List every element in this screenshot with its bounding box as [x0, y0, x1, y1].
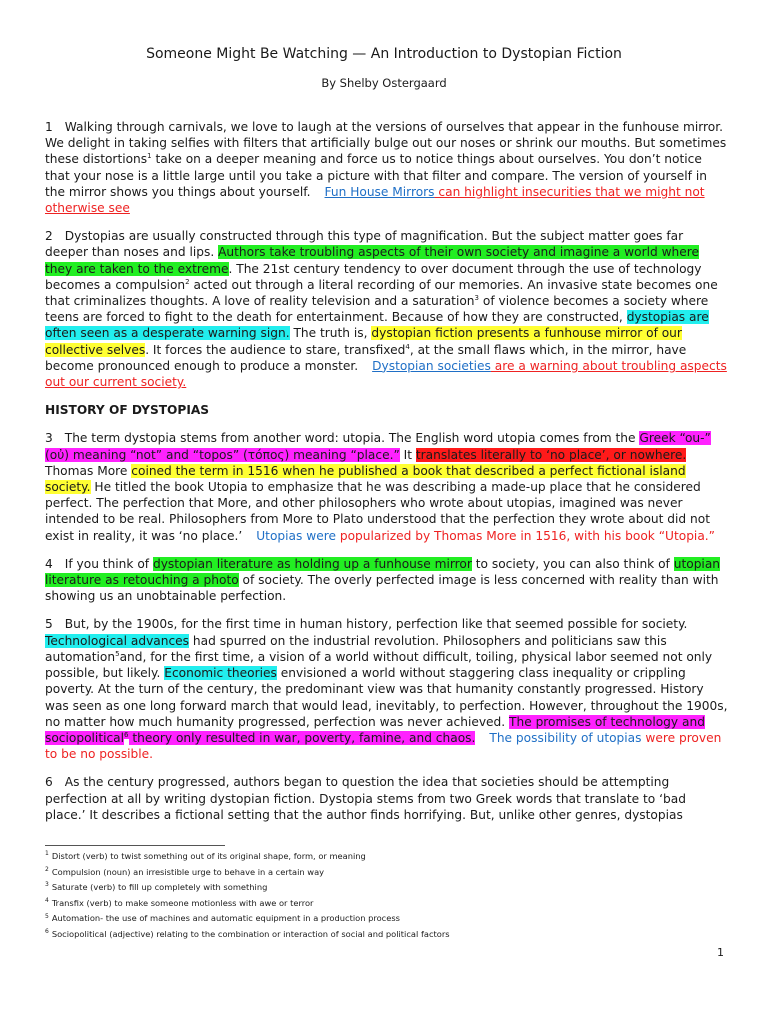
- highlight-magenta: Greek “ou-” (οὐ) meaning “not” and “topos” (τόπος) meaning “place.”: [45, 431, 711, 462]
- annotation-red: were proven to be no possible.: [45, 730, 722, 762]
- text-run: of violence becomes a society where teens are forced to fight to the death for entertainment. Because of how they are constructed,: [45, 294, 709, 325]
- footnote-3: [45, 880, 728, 896]
- footnote-number: 6: [45, 928, 49, 936]
- paragraph-3: [45, 430, 728, 543]
- text-run: As the century progressed, authors began to question the idea that societies should be attempting perfection at all by writing dystopian fiction. Dystopia stems from two Greek words that translate to ‘bad place.’ It describes a fictional setting that the author finds horrifying. But, unlike other genres, dystopias: [45, 775, 686, 822]
- paragraph-number: 2: [45, 229, 53, 244]
- footnote-6: [45, 927, 728, 943]
- text-run: . The 21st century tendency to over document through the use of technology becomes a compulsion: [45, 261, 702, 292]
- document-title: Someone Might Be Watching — An Introduction to Dystopian Fiction: [146, 46, 622, 62]
- highlight-green: dystopian literature as holding up a funhouse mirror: [152, 556, 472, 571]
- annotation-red: popularized by Thomas More in 1516, with his book “Utopia.”: [335, 528, 715, 543]
- text-run: had spurred on the industrial revolution. Philosophers and politicians saw this automation: [45, 633, 667, 664]
- annotation-red: are a warning about troubling aspects out our current society.: [45, 358, 727, 390]
- paragraph-number: 1: [45, 120, 53, 134]
- footnote-number: 1: [45, 850, 49, 858]
- document-body: [45, 119, 728, 835]
- text-run: and, for the first time, a vision of a world without difficult, toiling, physical labor seemed not only possible, but likely.: [45, 649, 713, 681]
- footnote-text: Transfix (verb) to make someone motionless with awe or terror: [51, 897, 314, 908]
- text-run: It: [399, 447, 416, 462]
- paragraph-number: 5: [45, 617, 53, 632]
- footnote-text: Distort (verb) to twist something out of its original shape, form, or meaning: [51, 851, 366, 861]
- highlight-magenta: The promises of technology and sociopolitical: [45, 714, 705, 745]
- highlight-red: translates literally to ‘no place’, or nowhere.: [415, 447, 687, 462]
- paragraph-5: [45, 616, 728, 762]
- section-heading: HISTORY OF DYSTOPIAS: [45, 403, 210, 418]
- paragraph-1: [45, 119, 728, 216]
- text-run: But, by the 1900s, for the first time in human history, perfection like that seemed possible for society.: [64, 617, 688, 632]
- footnote-text: Compulsion (noun) an irresistible urge to behave in a certain way: [51, 866, 325, 877]
- text-run: to society, you can also think of: [471, 556, 674, 571]
- footnote-5: [45, 911, 728, 927]
- highlight-green: Authors take troubling aspects of their own society and imagine a world where they are taken to the extreme: [45, 245, 700, 276]
- footnote-number: 3: [45, 881, 49, 889]
- annotation-blue: Dystopian societies: [372, 358, 491, 373]
- footnote-number: 5: [45, 912, 49, 920]
- text-run: of society. The overly perfected image is less concerned with reality than with showing us an unobtainable perfection.: [45, 573, 719, 604]
- text-run: Dystopias are usually constructed through this type of magnification. But the subject matter goes far deeper than noses and lips.: [45, 229, 684, 260]
- footnote-ref[interactable]: 1: [147, 152, 152, 161]
- footnote-1: [45, 849, 728, 865]
- paragraph-4: [45, 556, 728, 605]
- annotation-blue: Utopias were: [256, 528, 336, 543]
- footnote-ref[interactable]: 2: [185, 277, 190, 286]
- author-byline: By Shelby Ostergaard: [321, 76, 447, 90]
- footnote-ref[interactable]: 5: [115, 649, 120, 658]
- footnote-text: Sociopolitical (adjective) relating to the combination or interaction of social and political factors: [51, 928, 450, 939]
- paragraph-number: 3: [45, 431, 53, 446]
- footnote-text: Saturate (verb) to fill up completely with something: [51, 882, 268, 893]
- footnote-number: 4: [45, 897, 49, 905]
- footnote-ref[interactable]: 6: [124, 730, 129, 739]
- text-run: . It forces the audience to stare, transfixed: [145, 342, 406, 357]
- highlight-magenta: theory only resulted in war, poverty, famine, and chaos.: [128, 730, 476, 745]
- highlight-cyan: Economic theories: [164, 666, 277, 681]
- footnote-ref[interactable]: 3: [474, 293, 480, 302]
- text-run: , at the small flaws which, in the mirror, have become pronounced enough to produce a monster.: [45, 342, 687, 373]
- paragraph-number: 4: [45, 556, 53, 571]
- paragraph-6: [45, 774, 728, 823]
- footnote-ref[interactable]: 4: [405, 342, 410, 351]
- highlight-green: utopian literature as retouching a photo: [45, 556, 721, 588]
- highlight-cyan: Technological advances: [45, 633, 190, 648]
- highlight-yellow: dystopian fiction presents a funhouse mirror of our collective selves: [45, 326, 682, 357]
- annotation-red: can highlight insecurities that we might not otherwise see: [45, 184, 705, 216]
- footnote-2: [45, 865, 728, 881]
- text-run: take on a deeper meaning and force us to notice things about ourselves. You don’t notice that your nose is a little large until you take a picture with that filter and compare. The version of yourself in the mirror shows you things about yourself.: [45, 152, 707, 199]
- highlight-cyan: dystopias are often seen as a desperate warning sign.: [45, 310, 709, 341]
- annotation-blue: The possibility of utopias: [489, 730, 642, 745]
- text-run: Walking through carnivals, we love to laugh at the versions of ourselves that appear in the funhouse mirror. We delight in taking selfies with filters that artificially bulge out our noses or shrink our mouths. But sometimes these distortions: [45, 120, 727, 167]
- text-run: envisioned a world without staggering class inequality or crippling poverty. At the turn of the century, the predominant view was that humanity constantly progressed. History was seen as one long forward march that would lead, inevitably, to perfection. However, throughout the 1900s, no matter how much humanity progressed, perfection was never achieved.: [45, 666, 728, 729]
- text-run: He titled the book Utopia to emphasize that he was describing a made-up place that he considered perfect. The perfection that More, and other philosophers who wrote about utopias, imagined was never intended to be real. Philosophers from More to Plato understood that the perfection they wrote about did not exist in reality, it was ‘no place.’: [45, 480, 710, 543]
- footnote-number: 2: [45, 865, 49, 873]
- text-run: The term dystopia stems from another word: utopia. The English word utopia comes from the: [64, 431, 640, 446]
- footnote-4: [45, 896, 728, 912]
- paragraph-number: 6: [45, 775, 53, 790]
- highlight-yellow: coined the term in 1516 when he published a book that described a perfect fictional island society.: [45, 463, 686, 495]
- paragraph-2: [45, 228, 728, 390]
- annotation-blue: Fun House Mirrors: [324, 184, 435, 199]
- text-run: acted out through a literal recording of our memories. An invasive state becomes one that criminalizes thoughts. A love of reality television and a saturation: [45, 277, 718, 309]
- text-run: Thomas More: [45, 463, 132, 478]
- footnote-text: Automation- the use of machines and automatic equipment in a production process: [51, 913, 400, 924]
- text-run: If you think of: [64, 556, 153, 571]
- page-number: 1: [717, 946, 724, 959]
- text-run: The truth is,: [289, 326, 372, 341]
- footnotes: [45, 849, 728, 943]
- footnote-divider: [45, 845, 225, 846]
